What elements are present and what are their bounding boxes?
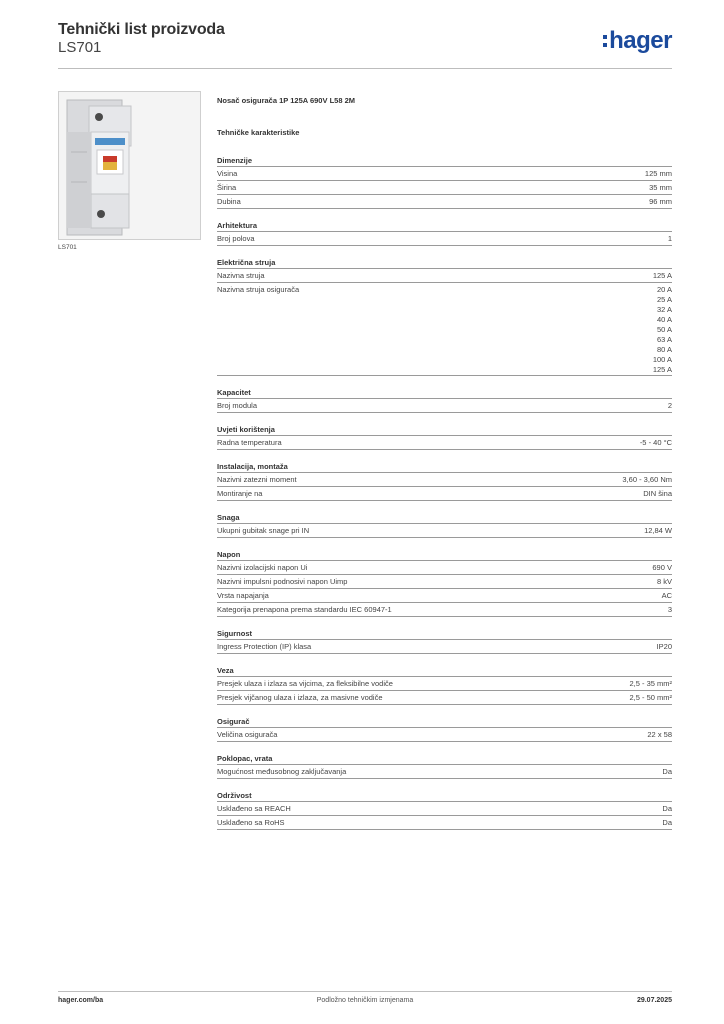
product-name: Nosač osigurača 1P 125A 690V L58 2M xyxy=(217,96,355,105)
spec-value: 20 A 25 A 32 A 40 A 50 A 63 A 80 A 100 A 125 A xyxy=(652,285,672,374)
spec-sections xyxy=(217,154,672,830)
spec-row xyxy=(217,181,672,195)
section-title: Uvjeti korištenja xyxy=(217,423,672,436)
section-title: Održivost xyxy=(217,789,672,802)
section-title: Dimenzije xyxy=(217,154,672,167)
section-title: Snaga xyxy=(217,511,672,524)
spec-value: AC xyxy=(661,591,672,600)
spec-section xyxy=(217,511,672,538)
spec-section xyxy=(217,423,672,450)
spec-row xyxy=(217,603,672,617)
spec-label: Dubina xyxy=(217,197,241,206)
spec-label: Presjek ulaza i izlaza sa vijcima, za fleksibilne vodiče xyxy=(217,679,393,688)
spec-row xyxy=(217,589,672,603)
spec-row xyxy=(217,802,672,816)
spec-row xyxy=(217,436,672,450)
spec-value: 690 V xyxy=(652,563,672,572)
image-caption: LS701 xyxy=(58,244,77,251)
spec-label: Broj modula xyxy=(217,401,258,410)
spec-label: Radna temperatura xyxy=(217,438,282,447)
section-title: Poklopac, vrata xyxy=(217,752,672,765)
spec-row xyxy=(217,816,672,830)
section-title: Osigurač xyxy=(217,715,672,728)
spec-label: Ingress Protection (IP) klasa xyxy=(217,642,312,651)
section-title: Veza xyxy=(217,664,672,677)
spec-section xyxy=(217,789,672,830)
spec-row xyxy=(217,691,672,705)
spec-row xyxy=(217,195,672,209)
footer-date: 29.07.2025 xyxy=(636,997,672,1004)
section-title: Električna struja xyxy=(217,256,672,269)
logo-text: hager xyxy=(609,27,672,54)
spec-value: 1 xyxy=(667,234,672,243)
spec-row xyxy=(217,728,672,742)
spec-value: 12,84 W xyxy=(644,526,672,535)
section-title: Arhitektura xyxy=(217,219,672,232)
spec-label: Širina xyxy=(217,183,237,192)
spec-section xyxy=(217,256,672,376)
logo-dots-icon xyxy=(603,33,607,49)
document-title: Tehnički list proizvoda xyxy=(58,21,225,38)
spec-label: Veličina osigurača xyxy=(217,730,278,739)
spec-section xyxy=(217,627,672,654)
spec-section xyxy=(217,664,672,705)
section-title: Kapacitet xyxy=(217,386,672,399)
spec-value: 35 mm xyxy=(649,183,672,192)
spec-value: Da xyxy=(662,804,672,813)
section-title: Instalacija, montaža xyxy=(217,460,672,473)
spec-label: Usklađeno sa REACH xyxy=(217,804,291,813)
footer-website: hager.com/ba xyxy=(58,997,104,1004)
spec-label: Visina xyxy=(217,169,238,178)
spec-value: 22 x 58 xyxy=(647,730,672,739)
spec-section xyxy=(217,460,672,501)
spec-row xyxy=(217,283,672,376)
spec-value: 2,5 - 50 mm² xyxy=(629,693,672,702)
spec-row xyxy=(217,232,672,246)
header-divider xyxy=(58,68,672,69)
spec-label: Nazivna struja osigurača xyxy=(217,285,300,294)
spec-value: 3 xyxy=(667,605,672,614)
product-image xyxy=(58,91,201,240)
spec-heading: Tehničke karakteristike xyxy=(217,128,300,137)
spec-value: 96 mm xyxy=(649,197,672,206)
spec-row xyxy=(217,269,672,283)
spec-label: Usklađeno sa RoHS xyxy=(217,818,285,827)
spec-section xyxy=(217,752,672,779)
spec-section xyxy=(217,548,672,617)
hager-logo xyxy=(603,27,672,55)
spec-label: Montiranje na xyxy=(217,489,263,498)
spec-value: 2,5 - 35 mm² xyxy=(629,679,672,688)
page-header xyxy=(58,21,672,69)
spec-label: Vrsta napajanja xyxy=(217,591,269,600)
spec-value: 8 kV xyxy=(656,577,672,586)
document-subtitle: LS701 xyxy=(58,39,102,56)
footer-disclaimer: Podložno tehničkim izmjenama xyxy=(316,997,414,1004)
spec-row xyxy=(217,765,672,779)
spec-label: Nazivni izolacijski napon Ui xyxy=(217,563,308,572)
spec-label: Presjek vijčanog ulaza i izlaza, za masivne vodiče xyxy=(217,693,383,702)
spec-value: 125 mm xyxy=(644,169,672,178)
spec-label: Mogućnost međusobnog zaključavanja xyxy=(217,767,347,776)
spec-value: 2 xyxy=(667,401,672,410)
section-title: Napon xyxy=(217,548,672,561)
spec-section xyxy=(217,219,672,246)
spec-label: Ukupni gubitak snage pri IN xyxy=(217,526,310,535)
spec-value: 3,60 - 3,60 Nm xyxy=(622,475,672,484)
spec-label: Nazivni impulsni podnosivi napon Uimp xyxy=(217,577,348,586)
spec-panel xyxy=(217,96,672,840)
spec-row xyxy=(217,524,672,538)
spec-value: Da xyxy=(662,767,672,776)
spec-value: DIN šina xyxy=(643,489,672,498)
spec-row xyxy=(217,677,672,691)
spec-row xyxy=(217,561,672,575)
spec-value: IP20 xyxy=(656,642,672,651)
spec-row xyxy=(217,473,672,487)
spec-row xyxy=(217,575,672,589)
spec-section xyxy=(217,715,672,742)
spec-row xyxy=(217,167,672,181)
spec-section xyxy=(217,386,672,413)
spec-row xyxy=(217,487,672,501)
spec-label: Broj polova xyxy=(217,234,255,243)
spec-label: Nazivna struja xyxy=(217,271,265,280)
section-title: Sigurnost xyxy=(217,627,672,640)
spec-row xyxy=(217,640,672,654)
spec-row xyxy=(217,399,672,413)
fuse-holder-product-photo-icon xyxy=(59,92,201,240)
spec-value: -5 - 40 °C xyxy=(639,438,672,447)
footer-divider xyxy=(58,991,672,992)
page-footer xyxy=(58,997,672,1009)
spec-label: Kategorija prenapona prema standardu IEC 60947-1 xyxy=(217,605,392,614)
spec-section xyxy=(217,154,672,209)
spec-label: Nazivni zatezni moment xyxy=(217,475,297,484)
spec-value: 125 A xyxy=(652,271,672,280)
spec-value: Da xyxy=(662,818,672,827)
